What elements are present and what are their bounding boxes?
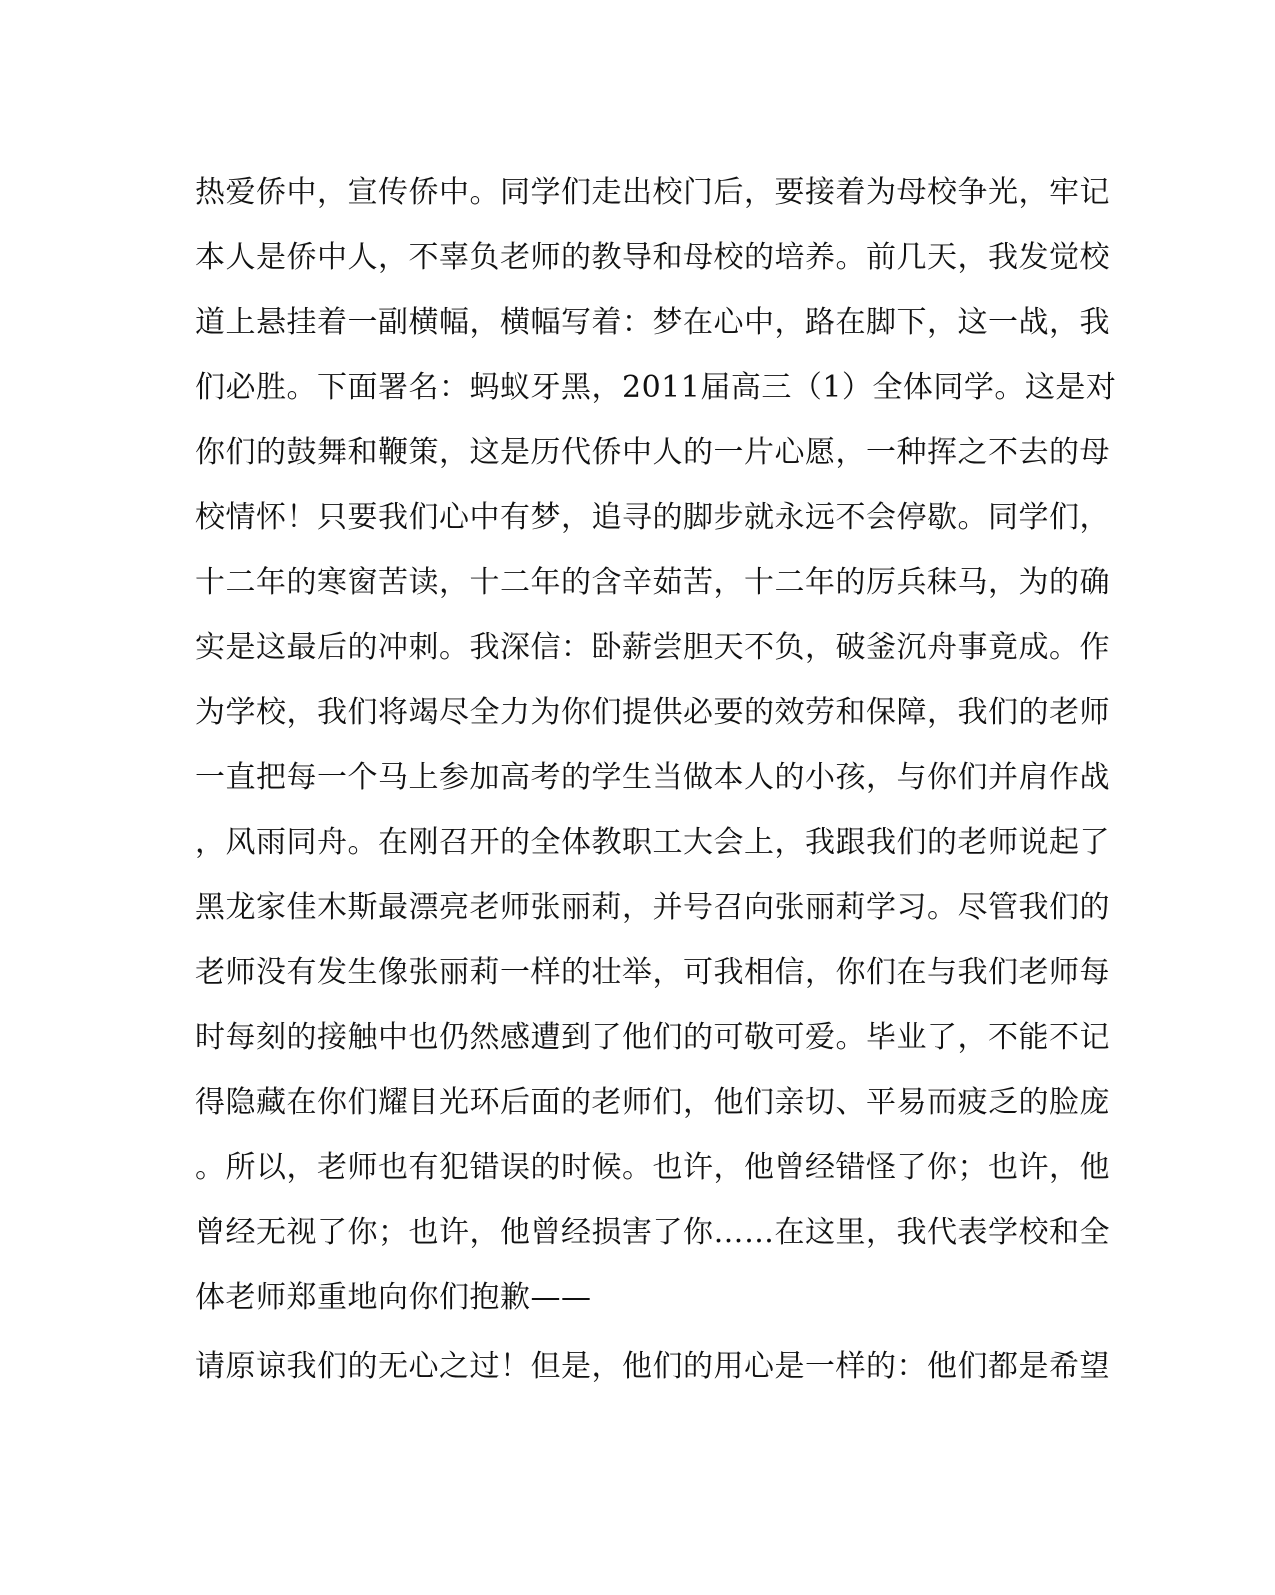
text-line: 为学校，我们将竭尽全力为你们提供必要的效劳和保障，我们的老师 [195, 695, 1110, 730]
text-line: 实是这最后的冲刺。我深信：卧薪尝胆天不负，破釜沉舟事竟成。作 [195, 630, 1110, 665]
text-line: 老师没有发生像张丽莉一样的壮举，可我相信，你们在与我们老师每 [195, 955, 1110, 990]
text-line: 你们的鼓舞和鞭策，这是历代侨中人的一片心愿，一种挥之不去的母 [195, 435, 1110, 470]
text-line: 们必胜。下面署名：蚂蚁牙黑，2011届高三（1）全体同学。这是对 [195, 370, 1117, 405]
text-line: 时每刻的接触中也仍然感遭到了他们的可敬可爱。毕业了，不能不记 [195, 1020, 1110, 1055]
text-line: ，风雨同舟。在刚召开的全体教职工大会上，我跟我们的老师说起了 [195, 825, 1110, 860]
text-line: 。所以，老师也有犯错误的时候。也许，他曾经错怪了你；也许，他 [195, 1150, 1110, 1185]
text-line: 得隐藏在你们耀目光环后面的老师们，他们亲切、平易而疲乏的脸庞 [195, 1085, 1110, 1120]
body-text [195, 160, 1117, 1399]
text-line: 一直把每一个马上参加高考的学生当做本人的小孩，与你们并肩作战 [195, 760, 1110, 795]
text-line: 黑龙家佳木斯最漂亮老师张丽莉，并号召向张丽莉学习。尽管我们的 [195, 890, 1110, 925]
text-line: 热爱侨中，宣传侨中。同学们走出校门后，要接着为母校争光，牢记 [195, 175, 1110, 210]
text-line: 请原谅我们的无心之过！但是，他们的用心是一样的：他们都是希望 [195, 1349, 1110, 1384]
text-line: 曾经无视了你；也许，他曾经损害了你……在这里，我代表学校和全 [195, 1215, 1110, 1250]
text-line: 道上悬挂着一副横幅，横幅写着：梦在心中，路在脚下，这一战，我 [195, 305, 1110, 340]
text-line: 本人是侨中人，不辜负老师的教导和母校的培养。前几天，我发觉校 [195, 240, 1110, 275]
text-line: 体老师郑重地向你们抱歉—— [195, 1280, 592, 1315]
text-line: 校情怀！只要我们心中有梦，追寻的脚步就永远不会停歇。同学们， [195, 500, 1110, 535]
text-line: 十二年的寒窗苦读，十二年的含辛茹苦，十二年的厉兵秣马，为的确 [195, 565, 1110, 600]
